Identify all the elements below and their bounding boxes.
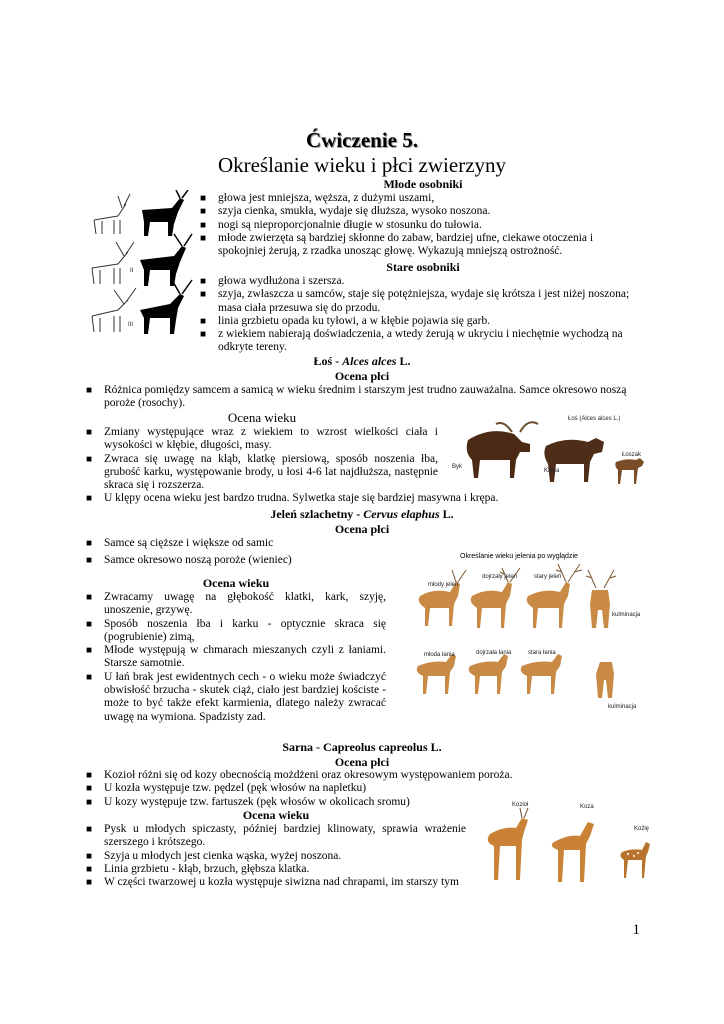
roe-doe [552, 822, 594, 882]
list-item: ■ Pysk u młodych spiczasty, później bardziej klinowaty, sprawia wrażenie szerszego i krótszego. [86, 823, 466, 850]
deer-figure-title: Określanie wieku jelenia po wyglądzie [460, 553, 578, 560]
list-item: ■ Różnica pomiędzy samcem a samicą w wieku średnim i starszym jest trudno zauważalna. Samce okresowo noszą poroże (rosochy). [86, 384, 652, 411]
moose-label-calf: Łoszak [622, 452, 642, 458]
list-item: ■ szyja, zwłaszcza u samców, staje się potężniejsza, wydaje się krótsza i jest niżej noszona; masa ciała przesuwa się do przodu. [200, 288, 640, 315]
deer-label-old-hind: stara łania [528, 650, 556, 656]
deer-label-young-hind: młoda łania [424, 652, 455, 658]
moose-sex-list [86, 384, 652, 411]
list-item: ■ Zwraca się uwagę na kłąb, klatkę piersiową, sposób noszenia łba, grubość karku, występowanie brody, u łosi 4-6 lat najdłuższa, następnie skraca się i rozszerza. [86, 453, 438, 493]
list-item: ■ Zwracamy uwagę na głębokość klatki, kark, szyję, unoszenie, grzywę. [86, 591, 386, 618]
roe-age-heading: Ocena wieku [242, 808, 310, 822]
moose-figure [450, 408, 650, 490]
list-item: ■ Sposób noszenia łba i karku - optycznie skraca się (pogrubienie) zimą, [86, 618, 386, 645]
moose-sex-heading: Ocena płci [334, 369, 390, 383]
list-item: ■ szyja cienka, smukła, wydaje się dłuższa, wysoko noszona. [200, 205, 640, 218]
page-subtitle: Określanie wieku i płci zwierzyny [217, 153, 507, 177]
moose-label-bull: Byk [452, 464, 463, 470]
moose-age-list-2 [86, 492, 646, 505]
moose-bull [467, 422, 538, 478]
deer-label-mature-stag: dojrzały jeleń [482, 574, 518, 580]
list-item: ■ z wiekiem nabierają doświadczenia, a wtedy żerują w ukryciu i niechętnie wychodzą na odkryte tereny. [200, 328, 640, 355]
deer-age-heading: Ocena wieku [202, 576, 270, 590]
deer-sketch-young [94, 194, 130, 234]
deer-sex-heading: Ocena płci [334, 522, 390, 536]
deer-silhouette-young [142, 190, 188, 236]
list-item: ■ Samce są cięższe i większe od samic [86, 537, 386, 550]
deer-label-stag-culmination: kulminacja [612, 612, 640, 618]
deer-label-mature-hind: dojrzała łania [476, 650, 512, 656]
moose-heading: Łoś - Alces alces L. [313, 354, 411, 368]
young-heading: Młode osobniki [383, 177, 463, 191]
deer-age-figure [404, 548, 640, 712]
deer-silhouette-mature [140, 234, 192, 286]
moose-calf [615, 458, 644, 484]
deer-silhouette-old [140, 280, 192, 334]
deer-label-old-stag: stary jeleń [534, 574, 562, 580]
deer-age-list [86, 591, 386, 724]
deer-sex-list [86, 537, 386, 568]
list-item: ■ linia grzbietu opada ku tyłowi, a w kłębie pojawia się garb. [200, 315, 640, 328]
roe-label-fawn: Koźlę [634, 826, 650, 832]
list-item: ■ Szyja u młodych jest cienka wąska, wyżej noszona. [86, 850, 466, 863]
figure-label-old: III [128, 322, 134, 328]
moose-label-cow: Klępa [544, 468, 560, 474]
roe-deer-figure [476, 794, 662, 886]
roe-label-doe: Koza [580, 804, 594, 810]
moose-age-heading: Ocena wieku [227, 410, 297, 425]
list-item: ■ Młode występują w chmarach mieszanych czyli z łaniami. Starsze samotnie. [86, 644, 386, 671]
page-number: 1 [632, 922, 640, 938]
list-item: ■ U klępy ocena wieku jest bardzo trudna. Sylwetka staje się bardziej masywna i krępa. [86, 492, 646, 505]
deer-hinds-row [417, 654, 614, 698]
roe-label-buck: Kozioł [512, 802, 529, 808]
list-item: ■ U kozła występuje tzw. pędzel (pęk włosów na napletku) [86, 782, 566, 795]
moose-age-list [86, 426, 438, 492]
list-item: ■ Samce okresowo noszą poroże (wieniec) [86, 554, 386, 567]
list-item: ■ Zmiany występujące wraz z wiekiem to wzrost wielkości ciała i wysokości w kłębie, długości, masy. [86, 426, 438, 453]
list-item: ■ W części twarzowej u kozła występuje siwizna nad chrapami, im starszy tym [86, 876, 466, 889]
deer-age-silhouettes-figure [88, 190, 196, 340]
deer-label-young-stag: młody jeleń [428, 582, 459, 588]
list-item: ■ nogi są nieproporcjonalnie długie w stosunku do tułowia. [200, 219, 640, 232]
roe-age-list [86, 823, 466, 889]
list-item: ■ młode zwierzęta są bardziej skłonne do zabaw, bardziej ufne, ciekawe otoczenia i spokojniej żerują, z rzadka unosząc głowę. Wykazują mniejszą ostrożność. [200, 232, 640, 259]
deer-label-hind-culmination: kulminacja [608, 704, 637, 710]
deer-heading: Jeleń szlachetny - Cervus elaphus L. [270, 507, 454, 521]
young-list [200, 192, 640, 258]
moose-figure-title: Łoś (Alces alces L.) [568, 416, 621, 422]
list-item: ■ Linia grzbietu - kłąb, brzuch, głębsza klatka. [86, 863, 466, 876]
roe-heading: Sarna - Capreolus capreolus L. [282, 740, 442, 754]
list-item: ■ głowa jest mniejsza, węższa, z dużymi uszami, [200, 192, 640, 205]
page-title: Ćwiczenie 5. [306, 128, 418, 152]
old-heading: Stare osobniki [386, 260, 460, 274]
moose-cow [544, 438, 604, 482]
deer-stags-row [419, 582, 610, 628]
old-list [200, 275, 640, 355]
roe-buck [488, 808, 528, 880]
list-item: ■ U kozy występuje tzw. fartuszek (pęk włosów w okolicach sromu) [86, 796, 566, 809]
figure-label-mature: II [130, 268, 134, 274]
roe-fawn [620, 842, 650, 878]
list-item: ■ Kozioł różni się od kozy obecnością możdżeni oraz okresowym występowaniem poroża. [86, 769, 566, 782]
list-item: ■ głowa wydłużona i szersza. [200, 275, 640, 288]
roe-sex-heading: Ocena płci [334, 755, 390, 769]
list-item: ■ U łań brak jest ewidentnych cech - o wieku może świadczyć obwisłość brzucha - skutek ciąż, ciało jest bardziej kościste - może to być także efekt karmienia, dlatego należy zwracać uwagę na wymiona. Spadzisty zad. [86, 671, 386, 724]
deer-sketch-mature [92, 242, 134, 284]
